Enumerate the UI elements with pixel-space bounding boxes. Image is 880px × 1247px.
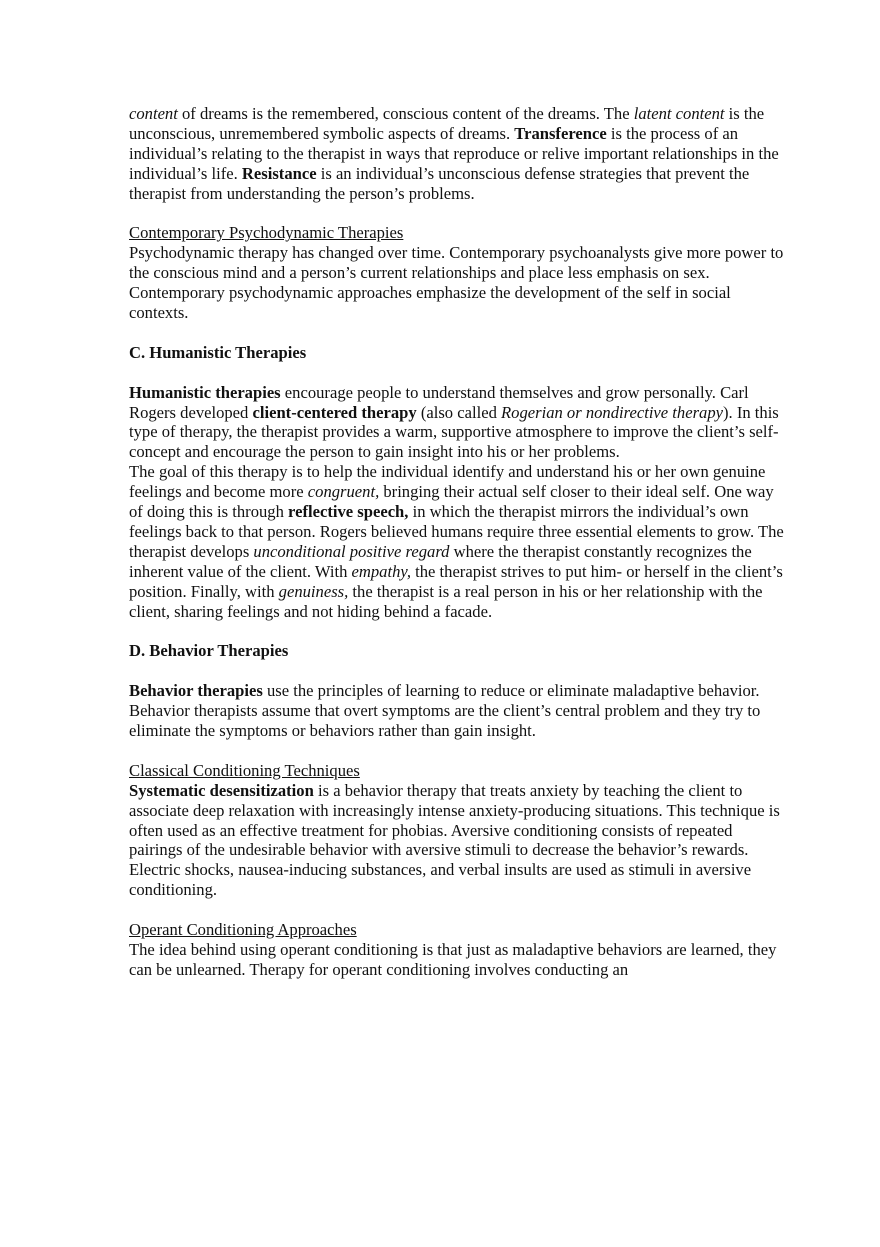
classical-conditioning-paragraph [129,781,789,900]
text-run: is the process of an individual’s relating to the therapist in ways that reproduce or relive important relationships in the individual’s life. [129,123,779,183]
term-congruent: congruent, [307,482,380,502]
spacer [129,622,789,642]
text-run: bringing their actual self closer to their ideal self. One way of doing this is through [129,482,774,522]
text-run: is the unconscious, unremembered symbolic aspects of dreams. [129,104,765,143]
behavior-intro-paragraph [129,681,789,741]
term-manifest-content: content [129,104,178,123]
term-genuiness: genuiness, [278,581,349,601]
humanistic-intro-paragraph [129,383,789,463]
spacer [129,661,789,681]
text-run: ). In this type of therapy, the therapist provides a warm, supportive atmosphere to improve the client’s self-concept and encourage the person to gain insight into his or her problems. [129,402,779,462]
spacer [129,204,789,224]
behavior-therapies-title: D. Behavior Therapies [129,641,289,661]
text-run: is a behavior therapy that treats anxiety by teaching the client to associate deep relaxation with increasingly intense anxiety-producing situations. This technique is often used as an effective treatment for phobias. Aversive conditioning consists of repeated pairings of the undesirable behavior with aversive stimuli to decrease the behavior’s rewards. Electric shocks, nausea-inducing substances, and verbal insults are used as stimuli in aversive conditioning. [129,780,780,900]
term-behavior-therapies: Behavior therapies [129,681,263,701]
term-reflective-speech: reflective speech, [288,502,409,522]
contemporary-psychodynamic-heading: Contemporary Psychodynamic Therapies [129,223,404,243]
text-run: where the therapist constantly recognizes the inherent value of the client. With [129,541,752,581]
operant-conditioning-heading: Operant Conditioning Approaches [129,920,357,940]
contemporary-psychodynamic-paragraph: Psychodynamic therapy has changed over time. Contemporary psychoanalysts give more power to the conscious mind and a person’s current relationships and place less emphasis on sex. Contemporary psychodynamic approaches emphasize the development of the self in social contexts. [129,243,784,323]
classical-conditioning-heading: Classical Conditioning Techniques [129,760,360,780]
text-run: in which the therapist mirrors the individual’s own feelings back to that person. Rogers believed humans require three essential elements to grow. The therapist develops [129,502,784,561]
dream-content-paragraph [129,104,789,204]
spacer [129,323,789,343]
term-latent-content: latent content [633,104,725,123]
spacer [129,741,789,761]
spacer [129,900,789,920]
term-unconditional-positive-regard: unconditional positive regard [253,541,450,561]
text-run: of dreams is the remembered, conscious content of the dreams. The [177,104,634,123]
term-systematic-desensitization: Systematic desensitization [129,780,314,800]
humanistic-therapies-title: C. Humanistic Therapies [129,342,307,362]
term-transference: Transference [514,123,607,143]
humanistic-goal-paragraph [129,462,789,621]
term-humanistic-therapies: Humanistic therapies [129,382,281,402]
text-run: use the principles of learning to reduce or eliminate maladaptive behavior. Behavior therapists assume that overt symptoms are the client’s central problem and they try to eliminate the symptoms or behaviors rather than gain insight. [129,681,761,741]
text-run: encourage people to understand themselves and grow personally. Carl Rogers developed [129,382,749,422]
spacer [129,363,789,383]
text-run: (also called [416,402,502,422]
term-rogerian-therapy: Rogerian or nondirective therapy [501,402,723,422]
term-resistance: Resistance [241,163,317,183]
operant-conditioning-paragraph: The idea behind using operant conditioning is that just as maladaptive behaviors are learned, they can be unlearned. Therapy for operant conditioning involves conducting an [129,939,777,979]
text-run: the therapist strives to put him- or herself in the client’s position. Finally, with [129,561,783,601]
term-empathy: empathy, [351,561,411,581]
term-client-centered-therapy: client-centered therapy [252,402,417,422]
text-run: is an individual’s unconscious defense strategies that prevent the therapist from understanding the person’s problems. [129,163,750,203]
text-run: the therapist is a real person in his or her relationship with the client, sharing feelings and not hiding behind a facade. [129,581,763,621]
text-run: The goal of this therapy is to help the individual identify and understand his or her own genuine feelings and become more [129,462,766,502]
document-page [129,104,789,980]
